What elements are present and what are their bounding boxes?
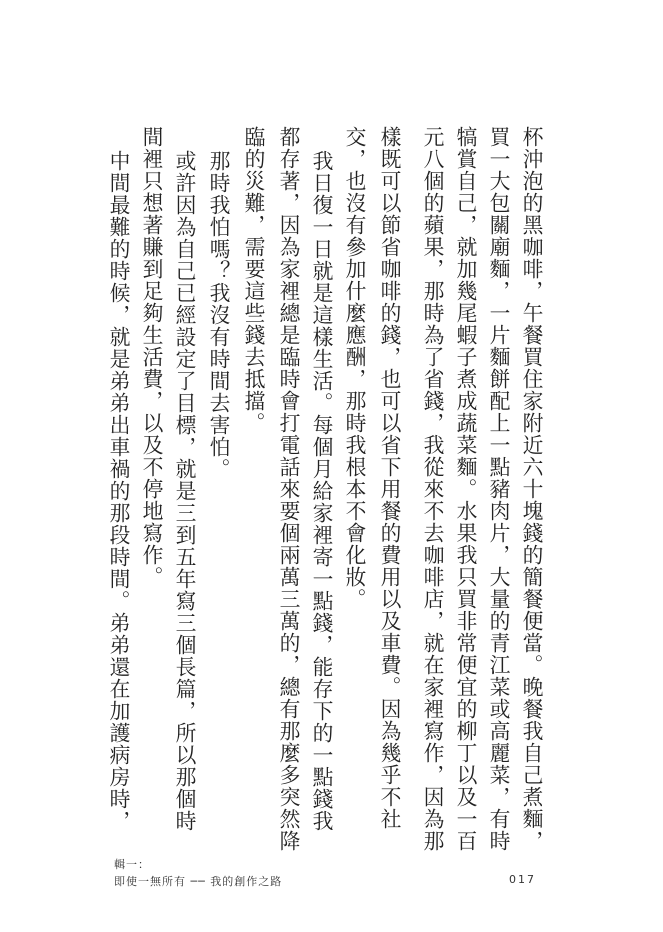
text-line: 我日復一日就是這樣生活。每個月給家裡寄一點錢，能存下的一點錢我: [309, 150, 333, 832]
text-line: 杯沖泡的黑咖啡，午餐買住家附近六十塊錢的簡餐便當。晚餐我自己煮麵，: [519, 126, 543, 852]
footer-section-label: 輯一：: [114, 858, 150, 871]
text-line: 那時我怕嗎？我沒有時間去害怕。: [206, 150, 230, 480]
text-line: 都存著，因為家裡總是臨時會打電話來要個兩萬三萬的，總有那麼多突然降: [276, 126, 300, 852]
text-line: 犒賞自己，就加幾尾蝦子煮成蔬菜麵。水果我只買非常便宜的柳丁以及一百: [453, 126, 477, 852]
text-line: 中間最難的時候，就是弟弟出車禍的那段時間。弟弟還在加護病房時，: [106, 150, 130, 832]
footer-book-title: 即使一無所有 ── 我的創作之路: [114, 875, 283, 888]
text-line: 買一大包關廟麵，一片麵餅配上一點豬肉片，大量的青江菜或高麗菜，有時: [486, 126, 510, 852]
text-line: 間裡只想著賺到足夠生活費，以及不停地寫作。: [139, 126, 163, 588]
text-line: 臨的災難，需要這些錢去抵擋。: [241, 126, 265, 434]
text-line: 或許因為自己已經設定了目標，就是三到五年寫三個長篇，所以那個時: [172, 150, 196, 832]
text-line: 交，也沒有參加什麼應酬，那時我根本不會化妝。: [342, 126, 366, 610]
text-line: 樣既可以節省咖啡的錢，也可以省下用餐的費用以及車費。因為幾乎不社: [377, 126, 401, 830]
page-number: 017: [509, 873, 536, 886]
text-line: 元八個的蘋果，那時為了省錢，我從來不去咖啡店，就在家裡寫作，因為那: [420, 126, 444, 852]
